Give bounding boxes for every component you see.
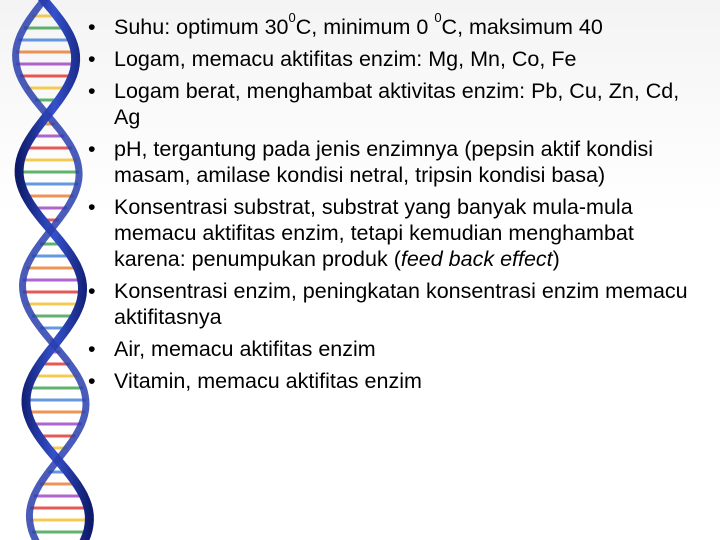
bullet-text: ) xyxy=(552,247,560,271)
bullet-item xyxy=(84,46,694,72)
bullet-text: pH, tergantung pada jenis enzimnya (pepsin aktif kondisi masam, amilase kondisi netral, tripsin kondisi basa) xyxy=(114,137,654,187)
bullet-text: Logam berat, menghambat aktivitas enzim: Pb, Cu, Zn, Cd, Ag xyxy=(114,79,680,129)
bullet-list xyxy=(84,10,694,400)
italic-text: feed back effect xyxy=(400,247,553,271)
superscript-text: 0 xyxy=(288,10,296,25)
bullet-text: C, maksimum 40 xyxy=(441,15,603,39)
superscript-text: 0 xyxy=(434,10,442,25)
bullet-item xyxy=(84,78,694,130)
bullet-text: Air, memacu aktifitas enzim xyxy=(114,337,376,361)
bullet-text: Konsentrasi enzim, peningkatan konsentrasi enzim memacu aktifitasnya xyxy=(114,279,688,329)
bullet-item xyxy=(84,368,694,394)
bullet-item xyxy=(84,194,694,272)
bullet-text: Konsentrasi substrat, substrat yang banyak mula-mula memacu aktifitas enzim, tetapi kemudian menghambat karena: penumpukan produk ( xyxy=(114,195,634,271)
bullet-text: Suhu: optimum 30 xyxy=(114,15,289,39)
bullet-text: Vitamin, memacu aktifitas enzim xyxy=(114,369,422,393)
bullet-text: C, minimum 0 xyxy=(295,15,435,39)
bullet-item xyxy=(84,278,694,330)
bullet-item xyxy=(84,136,694,188)
bullet-item xyxy=(84,336,694,362)
bullet-item xyxy=(84,10,694,40)
bullet-text: Logam, memacu aktifitas enzim: Mg, Mn, Co, Fe xyxy=(114,47,577,71)
